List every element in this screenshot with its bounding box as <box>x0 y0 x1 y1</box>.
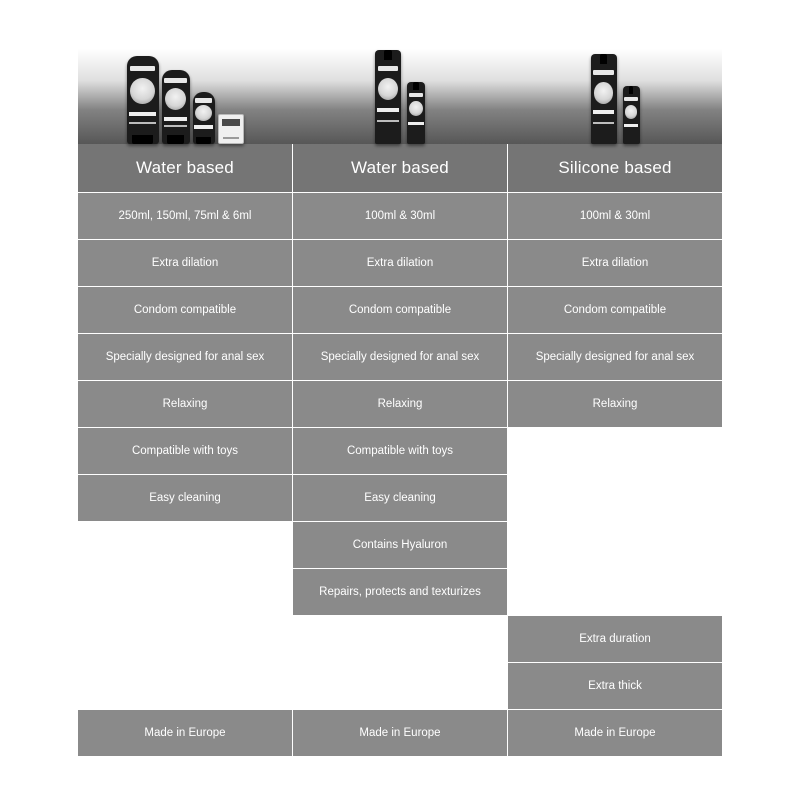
cell-2-8: Contains Hyaluron <box>293 522 507 568</box>
cell-2-10 <box>293 616 507 662</box>
product-image-water-based-bottles <box>293 22 507 144</box>
column-header-3: Silicone based <box>508 144 722 192</box>
cell-2-6: Compatible with toys <box>293 428 507 474</box>
comparison-columns <box>78 22 722 758</box>
cell-2-12: Made in Europe <box>293 710 507 756</box>
cell-1-6: Compatible with toys <box>78 428 292 474</box>
cell-3-4: Specially designed for anal sex <box>508 334 722 380</box>
cell-1-7: Easy cleaning <box>78 475 292 521</box>
cell-2-11 <box>293 663 507 709</box>
column-header-1: Water based <box>78 144 292 192</box>
cell-1-5: Relaxing <box>78 381 292 427</box>
comparison-column-3 <box>508 22 722 758</box>
cell-1-1: 250ml, 150ml, 75ml & 6ml <box>78 193 292 239</box>
cell-3-6 <box>508 428 722 474</box>
cell-3-11: Extra thick <box>508 663 722 709</box>
cell-1-12: Made in Europe <box>78 710 292 756</box>
cell-2-7: Easy cleaning <box>293 475 507 521</box>
cell-1-4: Specially designed for anal sex <box>78 334 292 380</box>
cell-2-5: Relaxing <box>293 381 507 427</box>
column-header-2: Water based <box>293 144 507 192</box>
cell-3-9 <box>508 569 722 615</box>
product-sachet-6ml <box>218 114 244 144</box>
cell-1-9 <box>78 569 292 615</box>
product-tube-75ml <box>193 92 215 144</box>
product-bottle-100ml <box>375 50 401 144</box>
product-tube-250ml <box>127 56 159 144</box>
cell-3-7 <box>508 475 722 521</box>
product-bottle-100ml-silicone <box>591 54 617 144</box>
comparison-column-1 <box>78 22 292 758</box>
cell-3-2: Extra dilation <box>508 240 722 286</box>
cell-1-8 <box>78 522 292 568</box>
cell-1-3: Condom compatible <box>78 287 292 333</box>
cell-1-2: Extra dilation <box>78 240 292 286</box>
cell-2-3: Condom compatible <box>293 287 507 333</box>
cell-3-10: Extra duration <box>508 616 722 662</box>
cell-2-9: Repairs, protects and texturizes <box>293 569 507 615</box>
cell-3-12: Made in Europe <box>508 710 722 756</box>
cell-3-3: Condom compatible <box>508 287 722 333</box>
product-bottle-30ml-silicone <box>623 86 640 144</box>
cell-1-10 <box>78 616 292 662</box>
product-bottle-30ml <box>407 82 425 144</box>
cell-2-4: Specially designed for anal sex <box>293 334 507 380</box>
product-image-silicone-based-bottles <box>508 22 722 144</box>
cell-3-5: Relaxing <box>508 381 722 427</box>
cell-1-11 <box>78 663 292 709</box>
product-image-water-based-tubes <box>78 22 292 144</box>
comparison-column-2 <box>293 22 507 758</box>
cell-2-2: Extra dilation <box>293 240 507 286</box>
product-tube-150ml <box>162 70 190 144</box>
cell-3-1: 100ml & 30ml <box>508 193 722 239</box>
cell-3-8 <box>508 522 722 568</box>
product-comparison-table <box>78 22 722 758</box>
cell-2-1: 100ml & 30ml <box>293 193 507 239</box>
